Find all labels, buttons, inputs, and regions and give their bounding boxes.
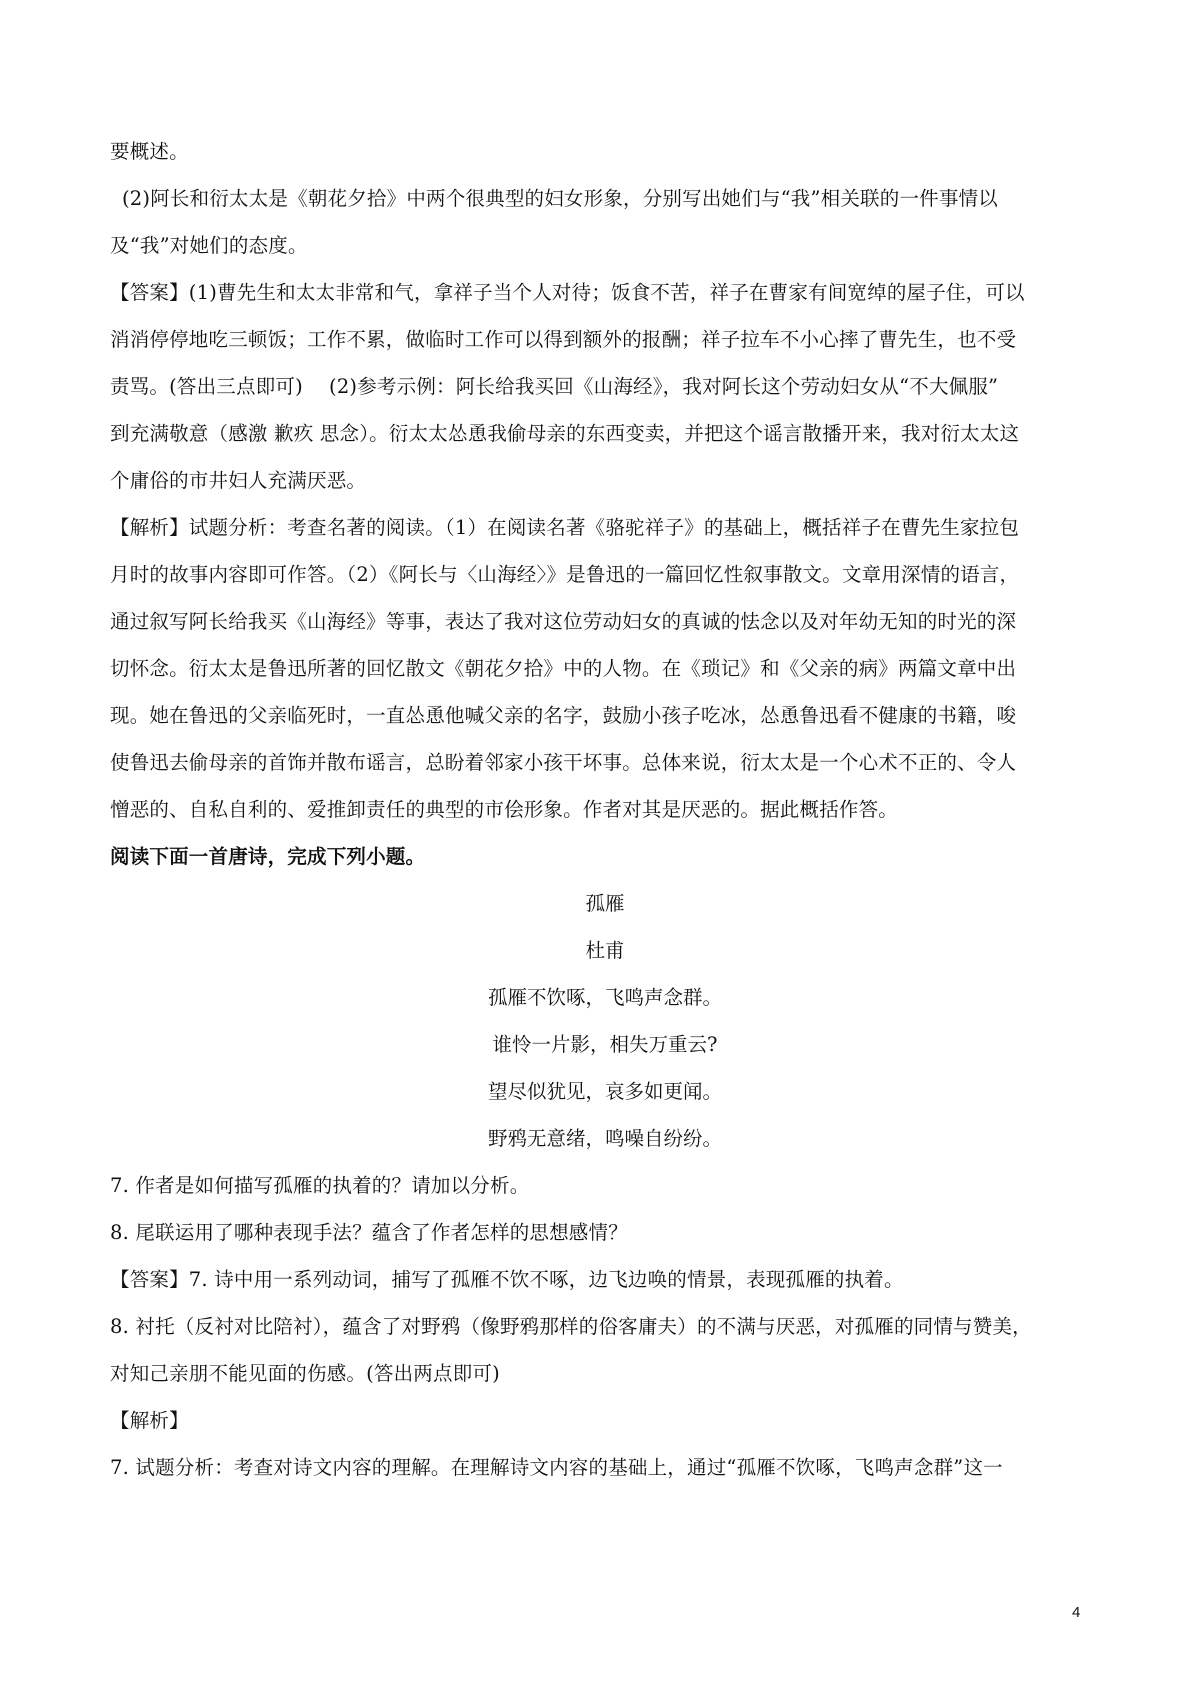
text-line: 要概述。: [110, 140, 189, 163]
section-heading: 阅读下面一首唐诗，完成下列小题。: [110, 845, 426, 868]
page-number: 4: [1072, 1604, 1081, 1621]
poem-line: 望尽似犹见，哀多如更闻。: [487, 1080, 722, 1103]
text-line: 现。她在鲁迅的父亲临死时，一直怂恿他喊父亲的名字，鼓励小孩子吃冰，怂恿鲁迅看不健康的书籍，唆: [110, 704, 1017, 727]
answer-line: 对知己亲朋不能见面的伤感。(答出两点即可): [110, 1362, 500, 1385]
text-line: 通过叙写阿长给我买《山海经》等事，表达了我对这位劳动妇女的真诚的怯念以及对年幼无知的时光的深: [110, 610, 1017, 633]
poem-line: 谁怜一片影，相失万重云?: [492, 1033, 718, 1056]
poem-title: 孤雁: [585, 892, 625, 915]
text-line: 切怀念。衍太太是鲁迅所著的回忆散文《朝花夕拾》中的人物。在《琐记》和《父亲的病》两篇文章中出: [110, 657, 1017, 680]
text-line: 使鲁迅去偷母亲的首饰并散布谣言，总盼着邻家小孩干坏事。总体来说，衍太太是一个心术不正的、令人: [110, 751, 1017, 774]
analysis-label: 【解析】: [110, 1409, 189, 1432]
text-line: 【解析】试题分析：考查名著的阅读。（1）在阅读名著《骆驼祥子》的基础上，概括祥子在曹先生家拉包: [110, 516, 1020, 539]
poem-line: 野鸦无意绪，鸣噪自纷纷。: [487, 1127, 722, 1150]
text-line: 月时的故事内容即可作答。（2）《阿长与〈山海经〉》是鲁迅的一篇回忆性叙事散文。文章用深情的语言，: [110, 563, 1020, 586]
text-line: 责骂。(答出三点即可) (2)参考示例：阿长给我买回《山海经》，我对阿长这个劳动妇女从“不大佩服”: [110, 375, 999, 398]
text-line: 消消停停地吃三顿饭；工作不累，做临时工作可以得到额外的报酬；祥子拉车不小心摔了曹先生，也不受: [110, 328, 1017, 351]
text-line: 憎恶的、自私自利的、爱推卸责任的典型的市侩形象。作者对其是厌恶的。据此概括作答。: [110, 798, 899, 821]
text-line: 【答案】(1)曹先生和太太非常和气，拿祥子当个人对待；饭食不苦，祥子在曹家有间宽绰的屋子住，可以: [110, 281, 1025, 304]
answer-line: 8. 衬托（反衬对比陪衬），蕴含了对野鸦（像野鸦那样的俗客庸夫）的不满与厌恶，对孤雁的同情与赞美，: [110, 1315, 1032, 1338]
text-line: 个庸俗的市井妇人充满厌恶。: [110, 469, 367, 492]
poem-line: 孤雁不饮啄，飞鸣声念群。: [487, 986, 722, 1009]
poem-author: 杜甫: [585, 939, 625, 962]
text-line: 及“我”对她们的态度。: [110, 234, 308, 257]
text-line: (2)阿长和衍太太是《朝花夕拾》中两个很典型的妇女形象，分别写出她们与“我”相关联的一件事情以: [122, 187, 998, 210]
question-line: 7. 作者是如何描写孤雁的执着的？请加以分析。: [110, 1174, 530, 1197]
answer-line: 【答案】7. 诗中用一系列动词，捕写了孤雁不饮不啄，边飞边唤的情景，表现孤雁的执着。: [110, 1268, 904, 1291]
text-line: 到充满敬意（感激 歉疚 思念）。衍太太怂恿我偷母亲的东西变卖，并把这个谣言散播开来，我对衍太太这: [110, 422, 1020, 445]
question-line: 8. 尾联运用了哪种表现手法？蕴含了作者怎样的思想感情？: [110, 1221, 628, 1244]
analysis-line: 7. 试题分析：考查对诗文内容的理解。在理解诗文内容的基础上，通过“孤雁不饮啄，飞鸣声念群”这一: [110, 1456, 1003, 1479]
